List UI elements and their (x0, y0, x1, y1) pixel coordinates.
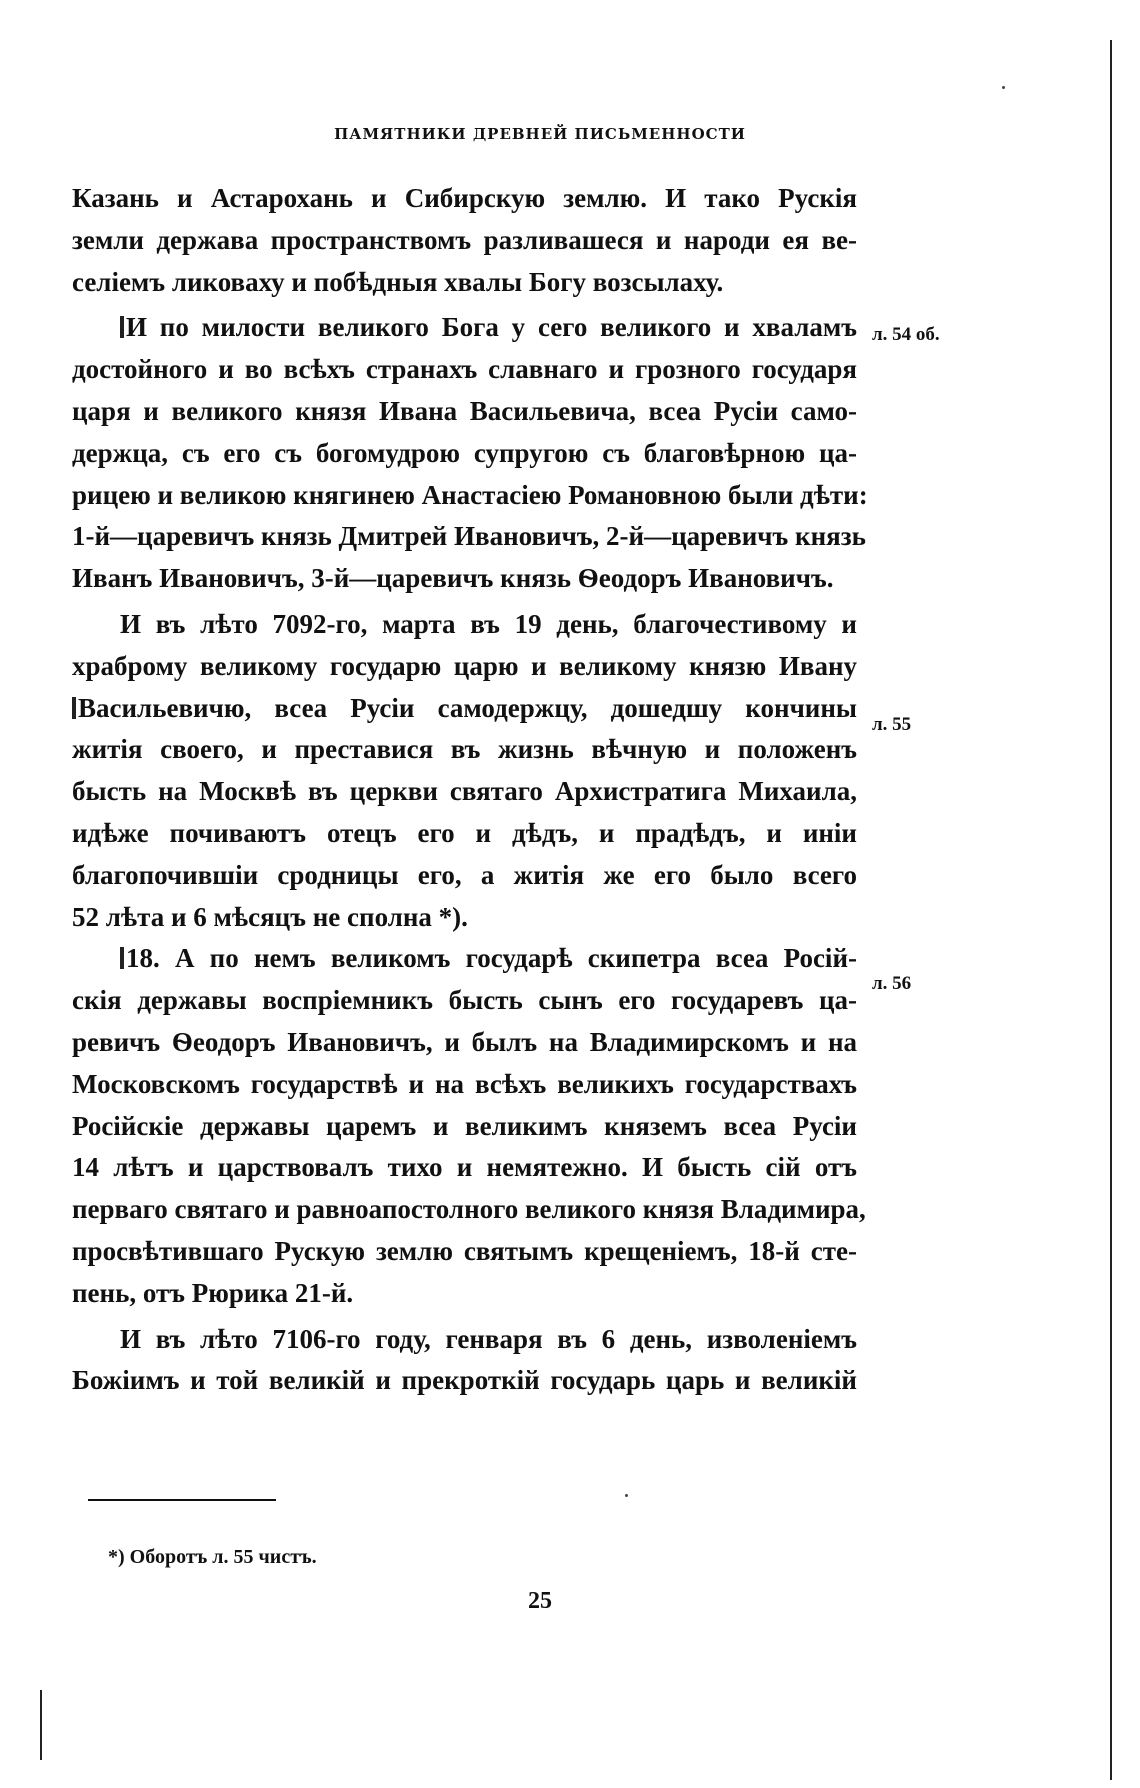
text-line: Московскомъ государствѣ и на всѣхъ великихъ государствахъ (72, 1068, 857, 1099)
running-head: ПАМЯТНИКИ ДРЕВНЕЙ ПИСЬМЕННОСТИ (334, 125, 746, 143)
text-line: достойного и во всѣхъ странахъ славнаго и грозного государя (72, 354, 857, 385)
text-line-with-folio-mark (72, 938, 857, 980)
text-line: И въ лѣто 7092-го, марта въ 19 день, благочестивому и (120, 608, 857, 639)
folio-break-mark (72, 697, 76, 719)
scan-edge-line (1110, 40, 1112, 1780)
folio-break-mark (120, 947, 124, 969)
body-text (72, 178, 868, 1402)
text-line: житія своего, и преставися въ жизнь вѣчную и положенъ (72, 734, 857, 765)
text-line: царя и великого князя Ивана Васильевича, всеа Русіи само- (72, 395, 857, 426)
footnote: *) Оборотъ л. 55 чистъ. (108, 1546, 317, 1568)
text-line: пень, отъ Рюрика 21-й. (72, 1277, 354, 1308)
text-line: 1-й—царевичъ князь Дмитрей Ивановичъ, 2-й—царевичъ князь (72, 521, 866, 552)
margin-note-folio: л. 56 (872, 973, 912, 994)
text-line: Васильевичю, всеа Русіи самодержцу, дошедшу кончины (78, 692, 857, 723)
text-line: рицею и великою княгинею Анастасіею Романовною были дѣти: (72, 479, 868, 510)
text-line: ревичъ Ѳеодоръ Ивановичъ, и былъ на Владимирскомъ и на (72, 1026, 857, 1057)
scan-edge-line (40, 1690, 42, 1760)
footnote-rule (88, 1499, 276, 1501)
text-line: скія державы воспріемникъ бысть сынъ его государевъ ца- (72, 985, 857, 1016)
text-line-with-folio-mark (72, 307, 857, 349)
text-line: земли держава пространствомъ разливашеся и народи ея ве- (72, 224, 857, 255)
text-line-with-folio-mark (72, 688, 857, 730)
text-line: И по милости великого Бога у сего великого и хваламъ (126, 312, 857, 343)
text-line: перваго святаго и равноапостолного великого князя Владимира, (72, 1194, 866, 1225)
margin-note-folio: л. 55 (872, 714, 912, 735)
text-line: Иванъ Ивановичъ, 3-й—царевичъ князь Ѳеодоръ Ивановичъ. (72, 563, 834, 594)
text-line: бысть на Москвѣ въ церкви святаго Архистратига Михаила, (72, 776, 857, 807)
margin-note-folio: л. 54 об. (872, 324, 940, 345)
text-line: И въ лѣто 7106-го году, генваря въ 6 день, изволеніемъ (120, 1323, 857, 1354)
text-line: Казань и Астарохань и Сибирскую землю. И тако Рускія (72, 183, 857, 213)
text-line: Російскіе державы царемъ и великимъ княземъ всеа Русіи (72, 1110, 857, 1141)
text-line: просвѣтившаго Рускую землю святымъ крещеніемъ, 18-й сте- (72, 1235, 857, 1266)
page-number: 25 (528, 1588, 552, 1614)
text-line: держца, съ его съ богомудрою супругою съ благовѣрною ца- (72, 437, 857, 468)
text-line: 18. А по немъ великомъ государѣ скипетра всеа Росій- (126, 943, 857, 974)
folio-break-mark (120, 316, 124, 338)
scan-speck (625, 1494, 628, 1497)
scan-speck (1002, 86, 1005, 89)
text-line: храброму великому государю царю и великому князю Ивану (72, 650, 857, 681)
text-line: 14 лѣтъ и царствовалъ тихо и немятежно. И бысть сій отъ (72, 1152, 857, 1183)
text-line: селіемъ ликоваху и побѣдныя хвалы Богу возсылаху. (72, 266, 724, 297)
text-line: идѣже почиваютъ отецъ его и дѣдъ, и прадѣдъ, и иніи (72, 817, 857, 848)
text-line: благопочившіи сродницы его, а житія же его было всего (72, 859, 857, 890)
text-line: Божіимъ и той великій и прекроткій государь царь и великій (72, 1365, 857, 1396)
text-line: 52 лѣта и 6 мѣсяцъ не сполна *). (72, 901, 468, 932)
